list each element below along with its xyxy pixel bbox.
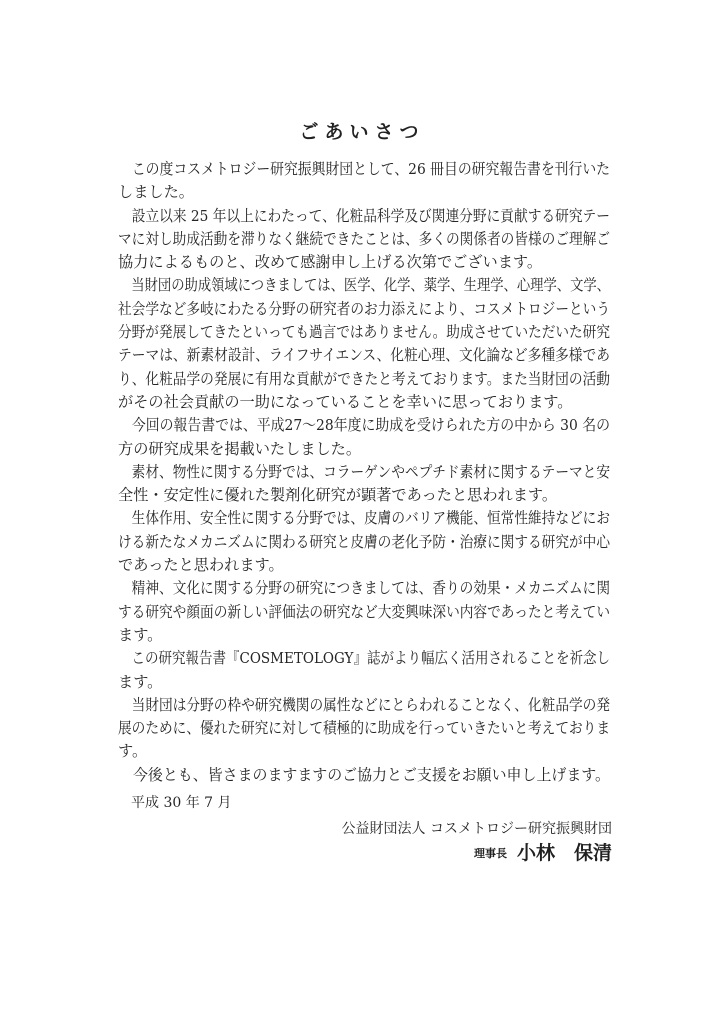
paragraph <box>118 414 610 461</box>
text-line: がその社会貢献の一助になっていることを幸いに思っております。 <box>118 392 573 411</box>
signer-name: 小林 保清 <box>516 842 612 864</box>
text-line: ます。 <box>118 672 163 691</box>
paragraph <box>118 764 610 787</box>
text-line: 素材、物性に関する分野では、コラーゲンやペプチド素材に関するテーマと安 <box>131 462 611 481</box>
text-line: 分野が発展してきたといっても過言ではありません。助成させていただいた研究 <box>118 323 610 342</box>
text-line: 展のために、優れた研究に対して積極的に助成を行っていきたいと考えておりま <box>118 719 611 738</box>
text-line: この研究報告書『COSMETOLOGY』誌がより幅広く活用されることを祈念し <box>131 649 611 668</box>
issue-date: 平成 30 年 7 月 <box>131 795 232 811</box>
paragraph <box>118 694 610 764</box>
organization-name: 公益財団法人 コスメトロジー研究振興財団 <box>341 821 612 837</box>
text-line: 当財団は分野の枠や研究機関の属性などにとらわれることなく、化粧品学の発 <box>131 695 611 714</box>
paragraph <box>118 274 610 414</box>
text-line: 方の研究成果を掲載いたしました。 <box>118 439 361 458</box>
signer-role: 理事長 <box>473 847 507 860</box>
greeting-body <box>118 158 610 787</box>
text-line: 協力によるものと、改めて感謝申し上げる次第でございます。 <box>118 253 543 272</box>
paragraph <box>118 205 610 275</box>
text-line: 設立以来 25 年以上にわたって、化粧品科学及び関連分野に貢献する研究テー <box>131 206 610 225</box>
text-line: する研究や顔面の新しい評価法の研究など大変興味深い内容であったと考えてい <box>118 602 611 621</box>
text-line: マに対し助成活動を滞りなく継続できたことは、多くの関係者の皆様のご理解ご <box>118 229 611 248</box>
text-line: 今回の報告書では、平成27～28年度に助成を受けられた方の中から 30 名の <box>131 416 610 435</box>
paragraph <box>118 647 610 694</box>
text-line: しました。 <box>118 183 194 202</box>
paragraph <box>118 461 610 508</box>
paragraph <box>118 577 610 647</box>
paragraph <box>118 158 610 205</box>
text-line: す。 <box>118 742 148 761</box>
text-line: 全性・安定性に優れた製剤化研究が顕著であったと思われます。 <box>118 486 558 505</box>
paragraph <box>118 507 610 577</box>
text-line: ける新たなメカニズムに関わる研究と皮膚の老化予防・治療に関する研究が中心 <box>118 532 611 551</box>
text-line: この度コスメトロジー研究振興財団として、26 冊目の研究報告書を刊行いた <box>131 160 610 178</box>
text-line: 生体作用、安全性に関する分野では、皮膚のバリア機能、恒常性維持などにお <box>131 509 611 528</box>
text-line: であったと思われます。 <box>118 556 284 575</box>
text-line: ます。 <box>118 625 163 644</box>
page-title: ごあいさつ <box>299 121 425 143</box>
text-line: 精神、文化に関する分野の研究につきましては、香りの効果・メカニズムに関 <box>131 579 611 598</box>
text-line: 社会学など多岐にわたる分野の研究者のお力添えにより、コスメトロジーという <box>118 299 611 318</box>
text-line: り、化粧品学の発展に有用な貢献ができたと考えております。また当財団の活動 <box>118 369 610 388</box>
text-line: 今後とも、皆さまのますますのご協力とご支援をお願い申し上げます。 <box>132 765 610 784</box>
text-line: テーマは、新素材設計、ライフサイエンス、化粧心理、文化論など多種多様であ <box>118 346 610 365</box>
signature-block <box>474 838 612 865</box>
text-line: 当財団の助成領域につきましては、医学、化学、薬学、生理学、心理学、文学、 <box>131 276 610 295</box>
